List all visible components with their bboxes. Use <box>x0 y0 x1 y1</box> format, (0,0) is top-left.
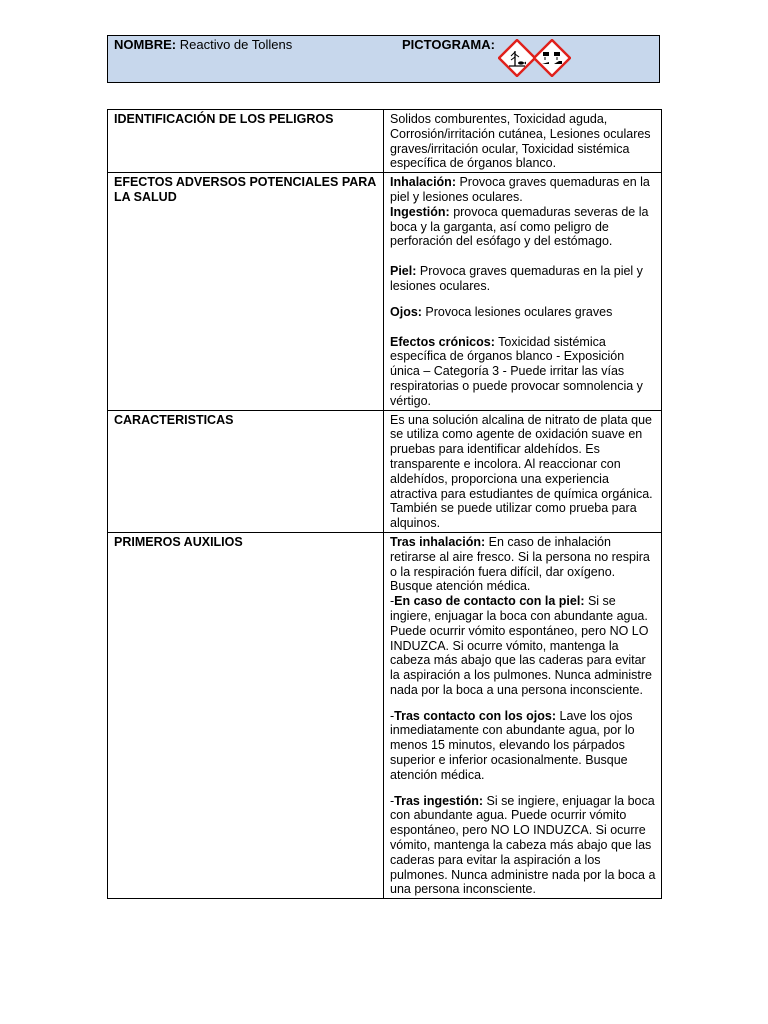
name-field <box>114 37 292 52</box>
corrosion-icon <box>533 39 571 77</box>
first-aid-eyes <box>390 709 656 783</box>
first-aid-skin <box>390 594 656 698</box>
first-aid-inhalation <box>390 535 656 594</box>
first-aid-skin-text: Si se ingiere, enjuagar la boca con abundante agua. Puede ocurrir vómito espontáneo, pero NO LO INDUZCA. Si ocurre vómito, mantenga la cabeza más abajo que las caderas para evitar la aspiración a los pulmones. Nunca administre nada por la boca a una persona inconsciente. <box>390 594 652 697</box>
skin-effect-label: Piel: <box>390 264 417 279</box>
eyes-effect <box>390 305 656 320</box>
first-aid-inhalation-label: Tras inhalación: <box>390 534 486 549</box>
characteristics-label: CARACTERISTICAS <box>108 410 384 532</box>
first-aid-skin-prefix: - <box>390 594 395 609</box>
inhalation-effect-text: Provoca graves quemaduras en la piel y lesiones oculares. <box>390 175 650 204</box>
chronic-effect-text: Toxicidad sistémica específica de órganos blanco - Exposición única – Categoría 3 - Puede irritar las vías respiratorias o puede provocar somnolencia y vértigo. <box>390 334 643 408</box>
ingestion-effect <box>390 205 656 249</box>
first-aid-ingestion <box>390 794 656 898</box>
health-effects-content <box>384 173 662 410</box>
first-aid-ingestion-label: Tras ingestión: <box>394 793 484 808</box>
chronic-effect <box>390 335 656 409</box>
inhalation-effect <box>390 175 656 205</box>
eyes-effect-text: Provoca lesiones oculares graves <box>421 304 613 319</box>
first-aid-eyes-label: Tras contacto con los ojos: <box>394 708 557 723</box>
first-aid-content <box>384 532 662 898</box>
pictogram-label: PICTOGRAMA: <box>402 37 495 52</box>
table-row <box>108 173 662 410</box>
name-label: NOMBRE: <box>114 37 177 52</box>
hazards-text: Solidos comburentes, Toxicidad aguda, Corrosión/irritación cutánea, Lesiones oculares graves/irritación ocular, Toxicidad sistémica específica de órganos blanco. <box>384 110 662 173</box>
chronic-effect-label: Efectos crónicos: <box>390 334 495 349</box>
safety-data-table <box>107 109 662 899</box>
name-value: Reactivo de Tollens <box>179 37 293 52</box>
table-row <box>108 410 662 532</box>
first-aid-inhalation-text: En caso de inhalación retirarse al aire fresco. Si la persona no respira o la respiración fuera difícil, dar oxígeno. Busque atención médica. <box>390 534 650 594</box>
health-effects-label: EFECTOS ADVERSOS POTENCIALES PARA LA SALUD <box>108 173 384 410</box>
eyes-effect-label: Ojos: <box>390 304 422 319</box>
first-aid-eyes-text: Lave los ojos inmediatamente con abundante agua, por lo menos 15 minutos, elevando los párpados superior e inferior ocasionalmente. Busque atención médica. <box>390 708 635 782</box>
table-row <box>108 110 662 173</box>
table-row <box>108 532 662 898</box>
first-aid-ingestion-prefix: - <box>390 793 395 808</box>
characteristics-text: Es una solución alcalina de nitrato de plata que se utiliza como agente de oxidación suave en pruebas para identificar aldehídos. Es transparente e incolora. Al reaccionar con aldehídos, proporciona una experiencia atractiva para estudiantes de química orgánica. También se puede utilizar como prueba para alquinos. <box>384 410 662 532</box>
ingestion-effect-label: Ingestión: <box>390 204 450 219</box>
inhalation-effect-label: Inhalación: <box>390 175 456 190</box>
document-header <box>107 35 660 83</box>
environment-hazard-icon <box>498 39 536 77</box>
hazards-label: IDENTIFICACIÓN DE LOS PELIGROS <box>108 110 384 173</box>
ingestion-effect-text: provoca quemaduras severas de la boca y la garganta, así como peligro de perforación del esófago y del estómago. <box>390 204 649 249</box>
first-aid-ingestion-text: Si se ingiere, enjuagar la boca con abundante agua. Puede ocurrir vómito espontáneo, pero NO LO INDUZCA. Si ocurre vómito, mantenga la cabeza más abajo que las caderas para evitar la aspiración a los pulmones. Nunca administre nada por la boca a una persona inconsciente. <box>390 793 656 897</box>
skin-effect-text: Provoca graves quemaduras en la piel y lesiones oculares. <box>390 264 643 293</box>
first-aid-label: PRIMEROS AUXILIOS <box>108 532 384 898</box>
skin-effect <box>390 264 656 294</box>
first-aid-skin-label: En caso de contacto con la piel: <box>394 594 585 609</box>
first-aid-eyes-prefix: - <box>390 708 395 723</box>
